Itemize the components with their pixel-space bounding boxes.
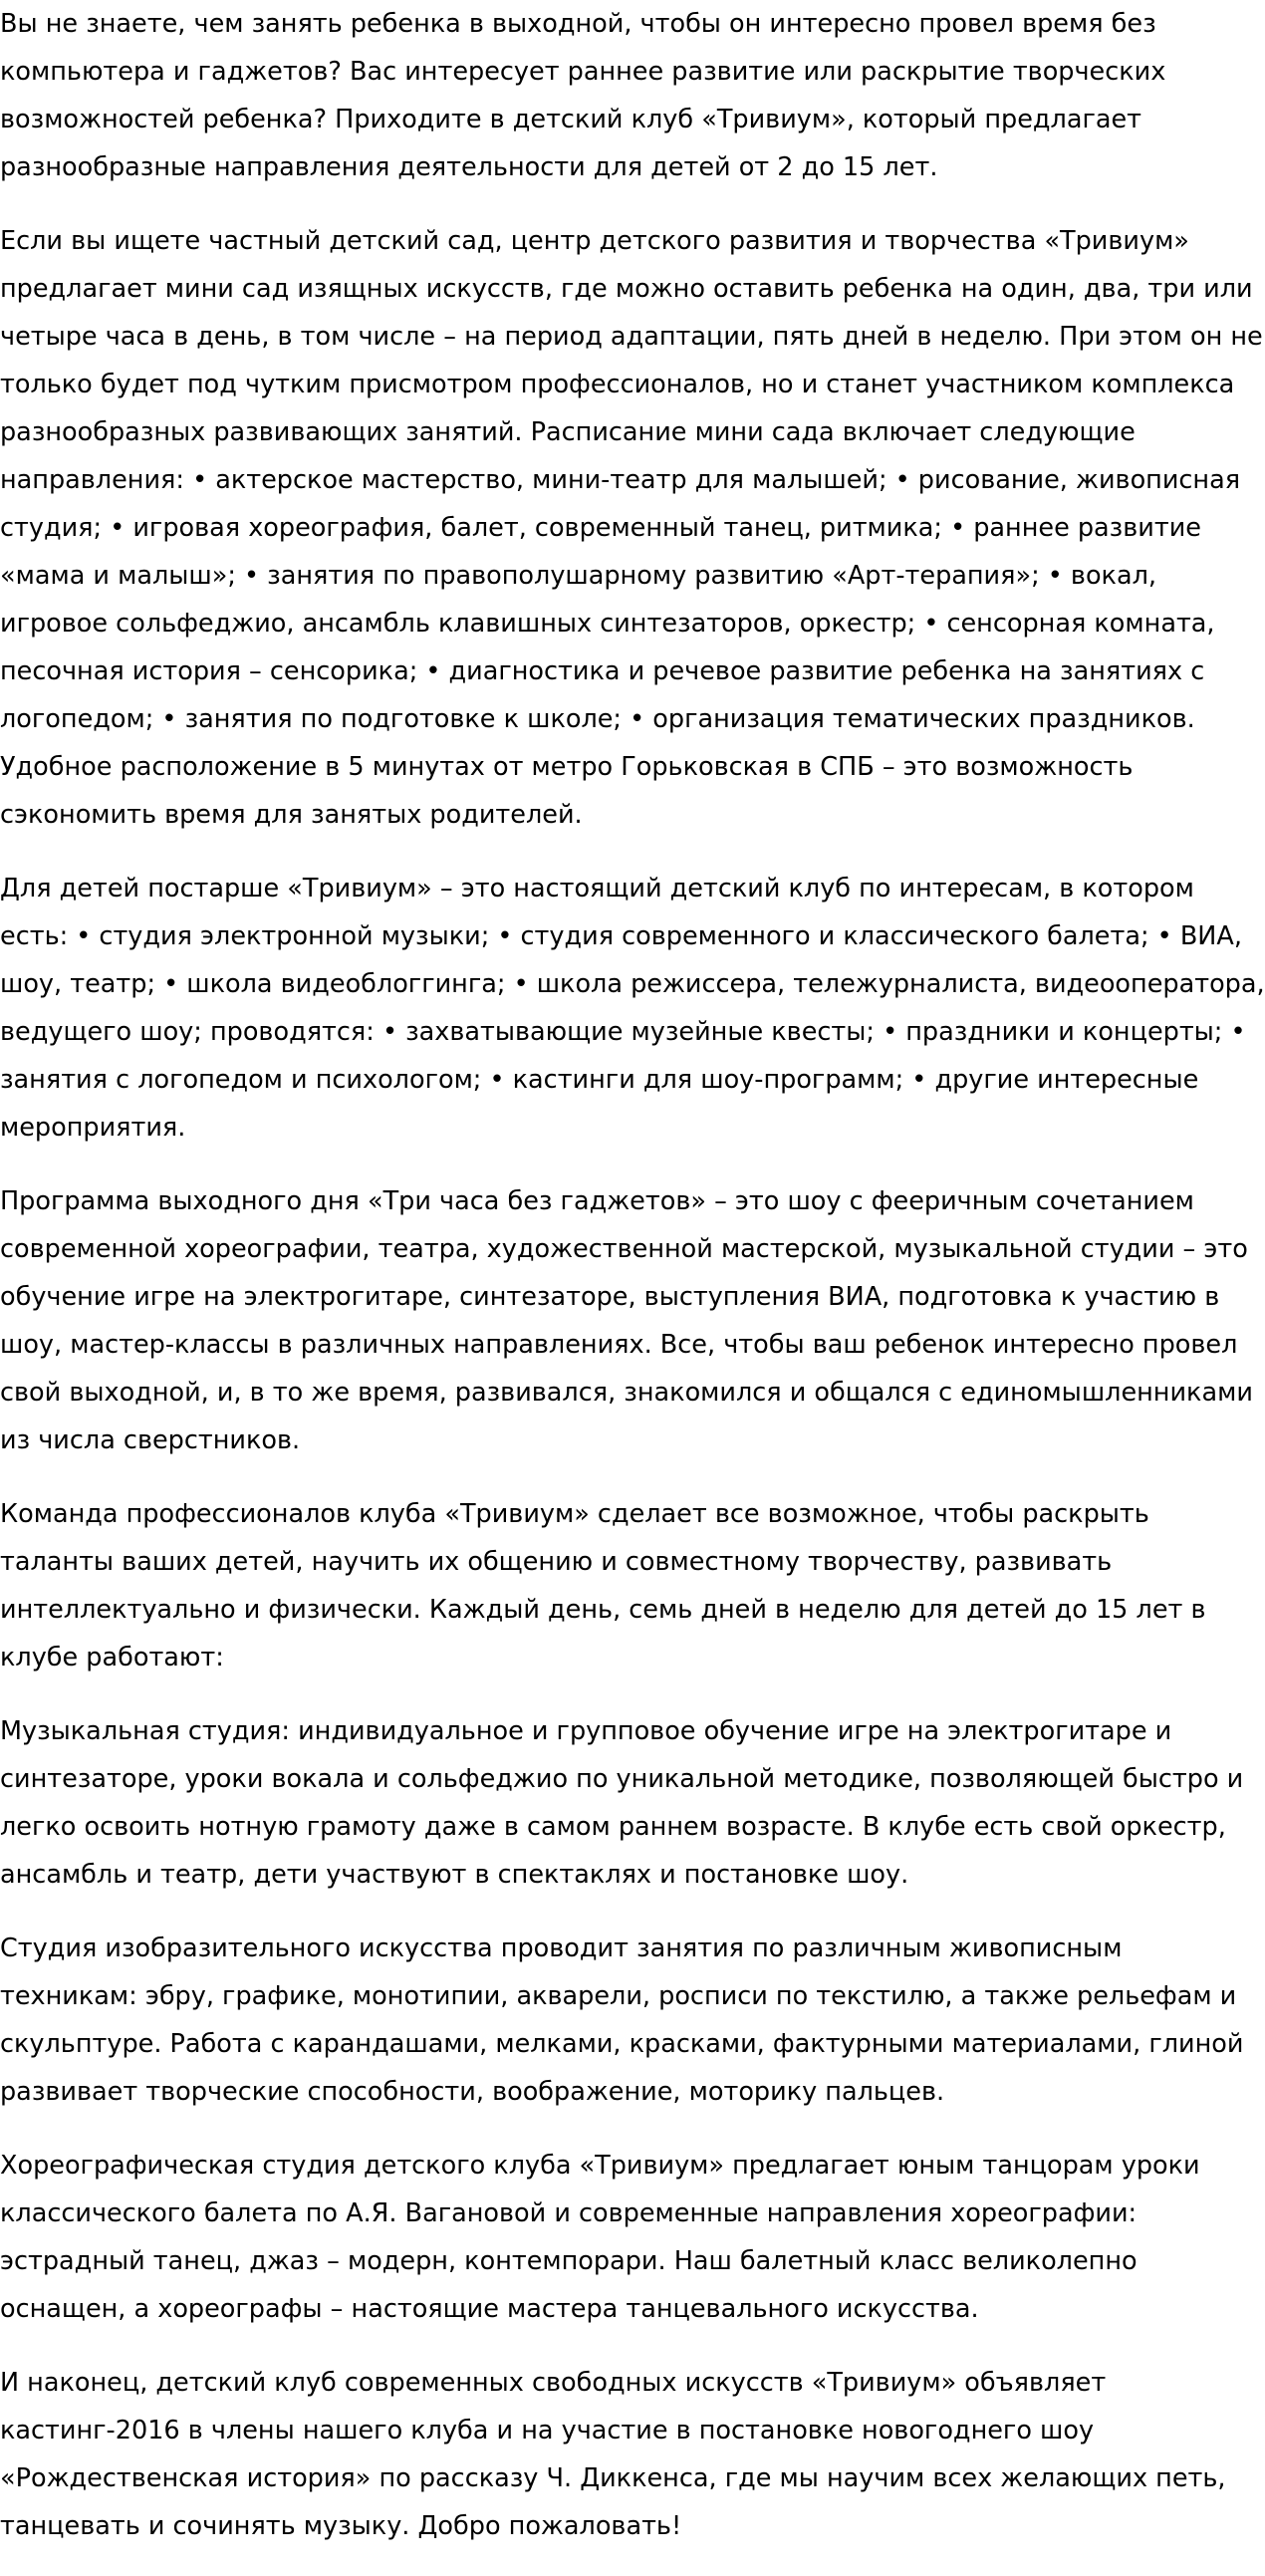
paragraph-casting: И наконец, детский клуб современных свободных искусств «Тривиум» объявляет кастинг-2016 в члены нашего клуба и на участие в постановке новогоднего шоу «Рождественская история» по рассказу Ч. Диккенса, где мы научим всех желающих петь, танцевать и сочинять музыку. Добро пожаловать!	[0, 2368, 1226, 2541]
paragraph-mini-garden: Если вы ищете частный детский сад, центр детского развития и творчества «Тривиум» предлагает мини сад изящных искусств, где можно оставить ребенка на один, два, три или четыре часа в день, в том числе – на период адаптации, пять дней в неделю. При этом он не только будет под чутким присмотром профессионалов, но и станет участником комплекса разнообразных развивающих занятий. Расписание мини сада включает следующие направления: • актерское мастерство, мини-театр для малышей; • рисование, живописная студия; • игровая хореография, балет, современный танец, ритмика; • раннее развитие «мама и малыш»; • занятия по правополушарному развитию «Арт-терапия»; • вокал, игровое сольфеджио, ансамбль клавишных синтезаторов, оркестр; • сенсорная комната, песочная история – сенсорика; • диагностика и речевое развитие ребенка на занятиях с логопедом; • занятия по подготовке к школе; • организация тематических праздников. Удобное расположение в 5 минутах от метро Горьковская в СПБ – это возможность сэкономить время для занятых родителей.	[0, 226, 1263, 830]
paragraph-weekend-program: Программа выходного дня «Три часа без гаджетов» – это шоу с фееричным сочетанием современной хореографии, театра, художественной мастерской, музыкальной студии – это обучение игре на электрогитаре, синтезаторе, выступления ВИА, подготовка к участию в шоу, мастер-классы в различных направлениях. Все, чтобы ваш ребенок интересно провел свой выходной, и, в то же время, развивался, знакомился и общался с единомышленниками из числа сверстников.	[0, 1186, 1253, 1455]
paragraph-team: Команда профессионалов клуба «Тривиум» сделает все возможное, чтобы раскрыть таланты ваших детей, научить их общению и совместному творчеству, развивать интеллектуально и физически. Каждый день, семь дней в неделю для детей до 15 лет в клубе работают:	[0, 1499, 1206, 1673]
paragraph-art-studio: Студия изобразительного искусства проводит занятия по различным живописным техникам: эбру, графике, монотипии, акварели, росписи по текстилю, а также рельефам и скульптуре. Работа с карандашами, мелками, красками, фактурными материалами, глиной развивает творческие способности, воображение, моторику пальцев.	[0, 1933, 1244, 2107]
paragraph-intro: Вы не знаете, чем занять ребенка в выходной, чтобы он интересно провел время без компьютера и гаджетов? Вас интересует раннее развитие или раскрытие творческих возможностей ребенка? Приходите в детский клуб «Тривиум», который предлагает разнообразные направления деятельности для детей от 2 до 15 лет.	[0, 9, 1166, 182]
paragraph-older-children: Для детей постарше «Тривиум» – это настоящий детский клуб по интересам, в котором есть: • студия электронной музыки; • студия современного и классического балета; • ВИА, шоу, театр; • школа видеоблоггинга; • школа режиссера, тележурналиста, видеооператора, ведущего шоу; проводятся: • захватывающие музейные квесты; • праздники и концерты; • занятия с логопедом и психологом; • кастинги для шоу-программ; • другие интересные мероприятия.	[0, 874, 1265, 1143]
paragraph-music-studio: Музыкальная студия: индивидуальное и групповое обучение игре на электрогитаре и синтезаторе, уроки вокала и сольфеджио по уникальной методике, позволяющей быстро и легко освоить нотную грамоту даже в самом раннем возрасте. В клубе есть свой оркестр, ансамбль и театр, дети участвуют в спектаклях и постановке шоу.	[0, 1716, 1244, 1890]
paragraph-dance-studio: Хореографическая студия детского клуба «Тривиум» предлагает юным танцорам уроки классического балета по А.Я. Вагановой и современные направления хореографии: эстрадный танец, джаз – модерн, контемпорари. Наш балетный класс великолепно оснащен, а хореографы – настоящие мастера танцевального искусства.	[0, 2151, 1200, 2324]
